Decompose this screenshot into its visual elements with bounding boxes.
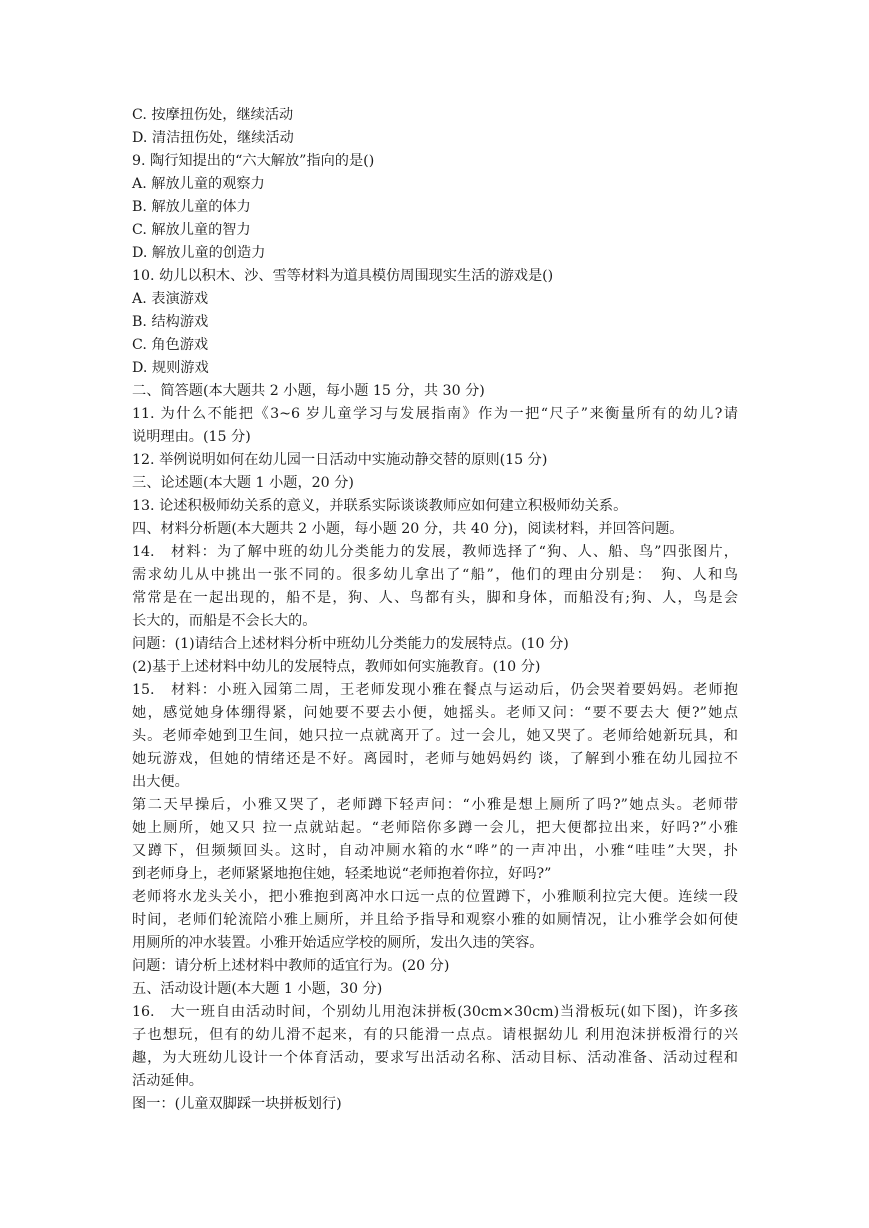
- q15-line: 15. 材料：小班入园第二周，王老师发现小雅在餐点与运动后，仍会哭着要妈妈。老师抱: [132, 682, 738, 698]
- q14-question-1: 问题：(1)请结合上述材料分析中班幼儿分类能力的发展特点。(10 分): [132, 636, 569, 652]
- q11-line: 11. 为什么不能把《3~6 岁儿童学习与发展指南》作为一把“尺子”来衡量所有的幼儿?请: [132, 406, 738, 422]
- q14-line: 长大的，而船是不会长大的。: [132, 613, 317, 629]
- q14-line: 14. 材料：为了解中班的幼儿分类能力的发展，教师选择了“狗、人、船、鸟”四张图片，: [132, 544, 738, 560]
- question-9: [132, 150, 738, 265]
- q14-question-2: (2)基于上述材料中幼儿的发展特点，教师如何实施教育。(10 分): [132, 659, 541, 675]
- q9-option-a: A. 解放儿童的观察力: [132, 176, 265, 192]
- q14-questions: [132, 633, 738, 679]
- q15-line: 时间，老师们轮流陪小雅上厕所，并且给予指导和观察小雅的如厕情况，让小雅学会如何使: [132, 912, 738, 928]
- q9-option-d: D. 解放儿童的创造力: [132, 245, 266, 261]
- q16-line: 活动延伸。: [132, 1073, 203, 1089]
- question-12: 12. 举例说明如何在幼儿园一日活动中实施动静交替的原则(15 分): [132, 452, 548, 468]
- section-5-heading: 五、活动设计题(本大题 1 小题，30 分): [132, 981, 383, 997]
- q10-stem: 10. 幼儿以积木、沙、雪等材料为道具模仿周围现实生活的游戏是(): [132, 268, 554, 284]
- q14-line: 常常是在一起出现的，船不是，狗、人、鸟都有头，脚和身体，而船没有;狗、人，鸟是会: [132, 590, 738, 606]
- question-11: [132, 403, 738, 449]
- q10-option-a: A. 表演游戏: [132, 291, 209, 307]
- q15-line: 用厕所的冲水装置。小雅开始适应学校的厕所，发出久违的笑容。: [132, 935, 544, 951]
- q15-question: 问题：请分析上述材料中教师的适宜行为。(20 分): [132, 958, 450, 974]
- q8-option-c: C. 按摩扭伤处，继续活动: [132, 107, 294, 123]
- q11-line: 说明理由。(15 分): [132, 429, 251, 445]
- q16-line: 16. 大一班自由活动时间，个别幼儿用泡沫拼板(30cm×30cm)当滑板玩(如下图)，许多孩: [132, 1004, 738, 1020]
- q15-line: 第二天早操后，小雅又哭了，老师蹲下轻声问：“小雅是想上厕所了吗?”她点头。老师带: [132, 797, 738, 813]
- q10-option-b: B. 结构游戏: [132, 314, 209, 330]
- q9-option-b: B. 解放儿童的体力: [132, 199, 251, 215]
- q14-material: [132, 541, 738, 633]
- q15-paragraph-1: [132, 679, 738, 794]
- q15-line: 头。老师牵她到卫生间，她只拉一点就离开了。过一会儿，她又哭了。老师给她新玩具，和: [132, 728, 738, 744]
- q15-line: 她玩游戏，但她的情绪还是不好。离园时，老师与她妈妈约 谈，了解到小雅在幼儿园拉不: [132, 751, 738, 767]
- q15-line: 到老师身上，老师紧紧地抱住她，轻柔地说“老师抱着你拉，好吗?”: [132, 866, 552, 882]
- q8-options: [132, 104, 738, 150]
- q15-paragraph-2: [132, 794, 738, 886]
- q15-line: 老师将水龙头关小，把小雅抱到离冲水口远一点的位置蹲下，小雅顺利拉完大便。连续一段: [132, 889, 738, 905]
- section-3-heading: 三、论述题(本大题 1 小题，20 分): [132, 475, 354, 491]
- q15-line: 她上厕所，她又只 拉一点就站起。“老师陪你多蹲一会儿，把大便都拉出来，好吗?”小雅: [132, 820, 738, 836]
- q10-option-d: D. 规则游戏: [132, 360, 209, 376]
- section-4-heading: 四、材料分析题(本大题共 2 小题，每小题 20 分，共 40 分)，阅读材料，并回答问题。: [132, 521, 684, 537]
- q8-option-d: D. 清洁扭伤处，继续活动: [132, 130, 294, 146]
- question-10: [132, 265, 738, 380]
- q9-option-c: C. 解放儿童的智力: [132, 222, 251, 238]
- q14-line: 需求幼儿从中挑出一张不同的。很多幼儿拿出了“船”，他们的理由分别是： 狗、人和鸟: [132, 567, 738, 583]
- q15-line: 出大便。: [132, 774, 189, 790]
- figure-caption: 图一：(儿童双脚踩一块拼板划行): [132, 1096, 342, 1112]
- q15-line: 她，感觉她身体绷得紧，问她要不要去小便，她摇头。老师又问：“要不要去大 便?”她点: [132, 705, 738, 721]
- q9-stem: 9. 陶行知提出的“六大解放”指向的是(): [132, 153, 375, 169]
- exam-page: [132, 104, 738, 1116]
- section-2-heading: 二、简答题(本大题共 2 小题，每小题 15 分，共 30 分): [132, 383, 485, 399]
- q10-option-c: C. 角色游戏: [132, 337, 209, 353]
- q15-paragraph-3: [132, 886, 738, 955]
- q15-line: 又蹲下，但频频回头。这时，自动冲厕水箱的水“哗”的一声冲出，小雅“哇哇”大哭，扑: [132, 843, 738, 859]
- question-16: [132, 1001, 738, 1093]
- question-13: 13. 论述积极师幼关系的意义，并联系实际谈谈教师应如何建立积极师幼关系。: [132, 498, 628, 514]
- q16-line: 趣，为大班幼儿设计一个体育活动，要求写出活动名称、活动目标、活动准备、活动过程和: [132, 1050, 738, 1066]
- q16-line: 子也想玩，但有的幼儿滑不起来，有的只能滑一点点。请根据幼儿 利用泡沫拼板滑行的兴: [132, 1027, 738, 1043]
